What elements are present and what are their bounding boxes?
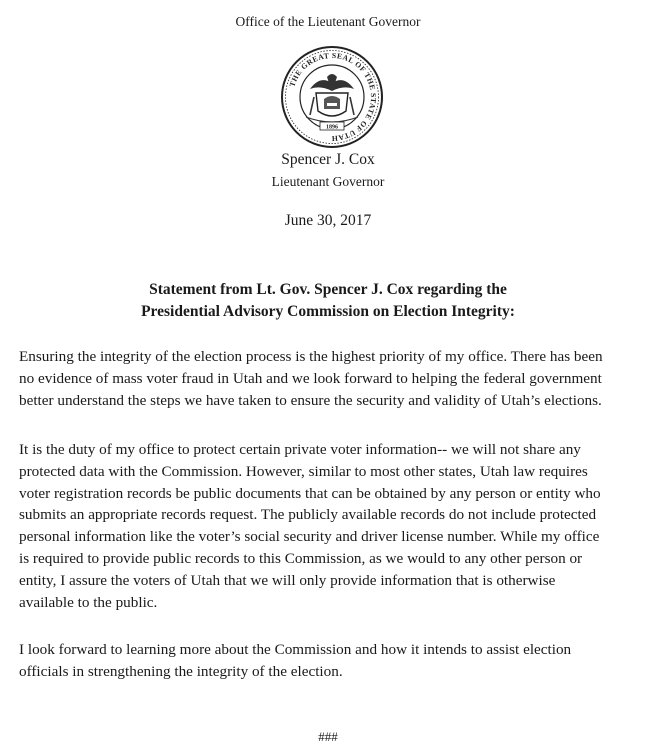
paragraph-line: It is the duty of my office to protect certain private voter information-- we will not share any — [19, 441, 581, 458]
paragraph-line: protected data with the Commission. However, similar to most other states, Utah law requires — [19, 462, 588, 480]
paragraph-line: personal information like the voter’s social security and driver license number. While my office — [19, 528, 600, 546]
paragraph-line: I look forward to learning more about the Commission and how it intends to assist election — [19, 641, 572, 658]
paragraph-line: available to the public. — [19, 593, 158, 611]
release-date: June 30, 2017 — [284, 212, 372, 229]
statement-heading — [0, 279, 656, 323]
paragraph-line: submits an appropriate records request. The publicly available records do not include protected — [19, 506, 597, 524]
heading-line: Presidential Advisory Commission on Election Integrity: — [141, 303, 515, 320]
end-mark: ### — [318, 729, 338, 744]
heading-line: Statement from Lt. Gov. Spencer J. Cox regarding the — [149, 281, 507, 298]
paragraph-line: is required to provide public records to this Commission, as we would to any other person or — [19, 549, 583, 567]
paragraph-line: Ensuring the integrity of the election process is the highest priority of my office. There has been — [19, 348, 603, 365]
official-title: Lieutenant Governor — [271, 174, 385, 189]
seal-ring-text: THE GREAT SEAL OF THE STATE OF UTAH — [287, 50, 379, 144]
official-name: Spencer J. Cox — [281, 151, 375, 168]
seal-year: 1896 — [326, 124, 338, 131]
paragraph-line: officials in strengthening the integrity of the election. — [19, 662, 343, 680]
paragraph-1 — [19, 346, 649, 411]
paragraph-line: no evidence of mass voter fraud in Utah and we look forward to helping the federal government — [19, 369, 602, 387]
paragraph-line: voter registration records be public documents that can be obtained by any person or entity who — [19, 484, 601, 502]
paragraph-2 — [19, 439, 649, 613]
paragraph-3 — [19, 639, 649, 683]
paragraph-line: entity, I assure the voters of Utah that we will only provide information that is otherwise — [19, 571, 556, 589]
utah-state-seal-icon — [280, 45, 384, 149]
office-name: Office of the Lieutenant Governor — [235, 14, 421, 29]
paragraph-line: better understand the steps we have taken to ensure the security and validity of Utah’s elections. — [19, 391, 602, 409]
